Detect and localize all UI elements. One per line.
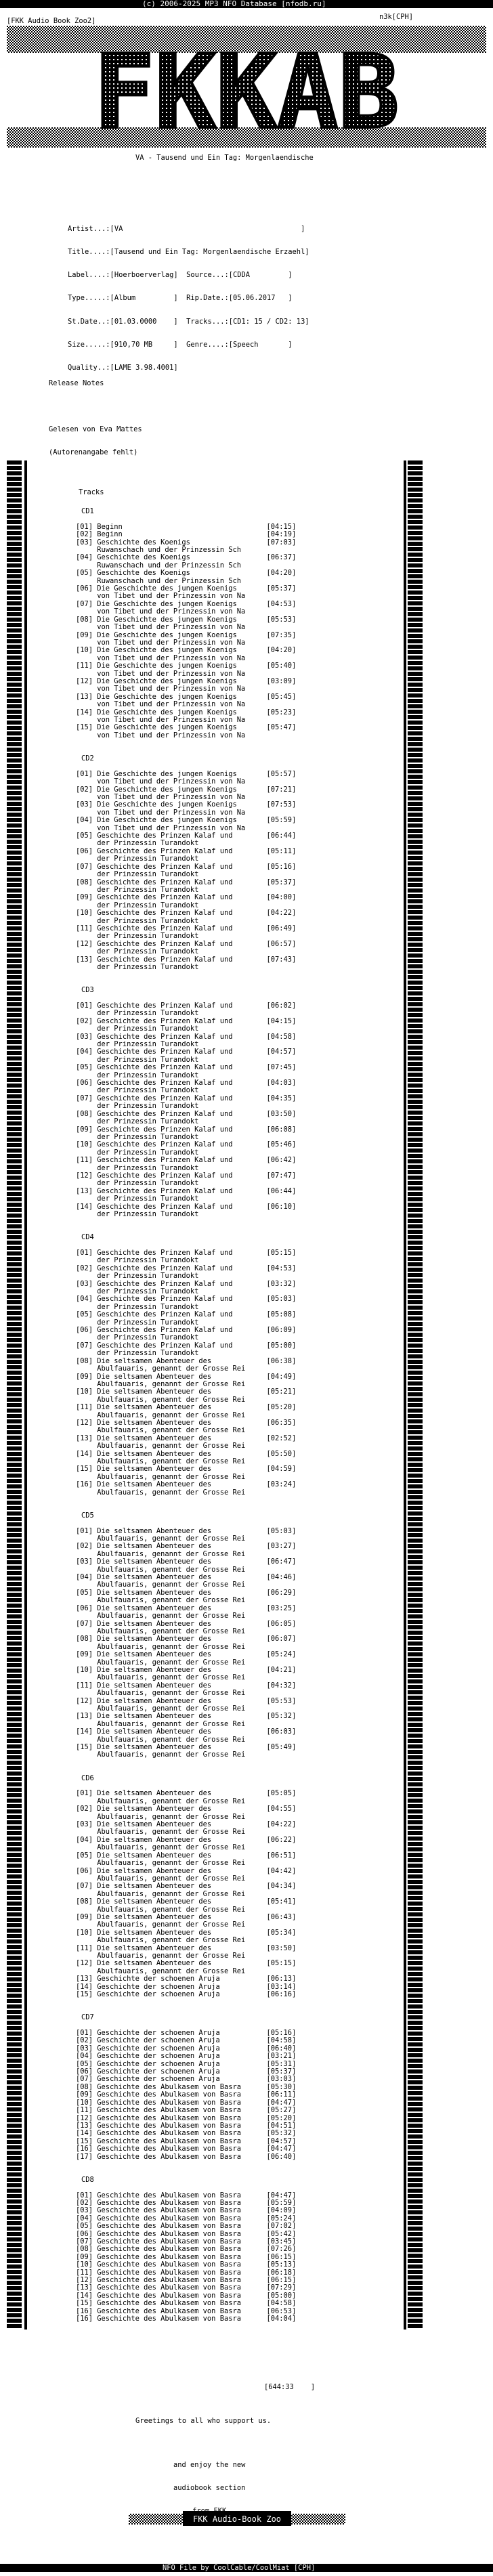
- track-line: Abulfauaris, genannt der Grosse Rei: [76, 1411, 246, 1419]
- info-label: Label....:[Hoerboerverlag] Source...:[CDDA ]: [68, 271, 293, 280]
- group-tag-left: [FKK Audio Book Zoo2]: [7, 17, 96, 25]
- track-line: der Prinzessin Turandokt: [76, 1256, 199, 1265]
- track-line: von Tibet und der Prinzessin von Na: [76, 653, 246, 662]
- track-line: von Tibet und der Prinzessin von Na: [76, 793, 246, 802]
- track-line: [04] Geschichte des Prinzen Kalaf und [04:57]: [76, 1048, 297, 1056]
- bottom-logo-text: FKK Audio-Book Zoo: [192, 2514, 282, 2524]
- copyright-text: (c) 2006-2025 MP3 NFO Database [nfodb.ru]: [142, 0, 326, 8]
- cd-label: CD4: [81, 1233, 94, 1242]
- track-line: von Tibet und der Prinzessin von Na: [76, 777, 246, 786]
- cd-label: CD1: [81, 507, 94, 515]
- track-line: [15] Die seltsamen Abenteuer des [05:49]: [76, 1743, 297, 1751]
- tracks-heading: Tracks: [79, 488, 104, 496]
- track-line: Abulfauaris, genannt der Grosse Rei: [76, 1581, 246, 1589]
- track-line: [09] Die Geschichte des jungen Koenigs [07:35]: [76, 630, 297, 639]
- cd-label: CD5: [81, 1511, 94, 1520]
- ascii-border-left: [7, 460, 22, 2330]
- track-line: von Tibet und der Prinzessin von Na: [76, 731, 246, 739]
- track-line: [08] Die seltsamen Abenteuer des [05:41]: [76, 1897, 297, 1906]
- track-line: [13] Geschichte des Abulkasem von Basra [07:29]: [76, 2283, 297, 2292]
- track-line: [13] Die Geschichte des jungen Koenigs [05:45]: [76, 692, 297, 701]
- track-line: [08] Die seltsamen Abenteuer des [06:07]: [76, 1635, 297, 1644]
- track-line: [10] Die seltsamen Abenteuer des [05:34]: [76, 1928, 297, 1937]
- track-line: [14] Die seltsamen Abenteuer des [06:03]: [76, 1727, 297, 1736]
- track-line: [05] Geschichte des Prinzen Kalaf und [06:44]: [76, 832, 297, 840]
- track-line: Abulfauaris, genannt der Grosse Rei: [76, 1442, 246, 1451]
- track-line: [10] Geschichte des Abulkasem von Basra [04:47]: [76, 2098, 297, 2107]
- track-line: Abulfauaris, genannt der Grosse Rei: [76, 1905, 246, 1914]
- track-line: Abulfauaris, genannt der Grosse Rei: [76, 1549, 246, 1558]
- track-line: [10] Geschichte des Abulkasem von Basra [05:13]: [76, 2260, 297, 2269]
- track-line: [14] Geschichte der schoenen Aruja [03:14]: [76, 1982, 297, 1991]
- track-line: [13] Geschichte des Prinzen Kalaf und [07:43]: [76, 955, 297, 964]
- track-line: [15] Geschichte der schoenen Aruja [06:16]: [76, 1990, 297, 1998]
- track-line: Abulfauaris, genannt der Grosse Rei: [76, 1395, 246, 1404]
- track-line: [04] Geschichte des Koenigs [06:37]: [76, 553, 297, 562]
- track-line: Abulfauaris, genannt der Grosse Rei: [76, 1859, 246, 1868]
- track-line: [12] Geschichte des Prinzen Kalaf und [06:57]: [76, 939, 297, 948]
- track-line: [04] Geschichte der schoenen Aruja [03:21]: [76, 2052, 297, 2061]
- track-line: [02] Die Geschichte des jungen Koenigs [07:21]: [76, 785, 297, 794]
- track-line: [09] Geschichte des Abulkasem von Basra [06:11]: [76, 2090, 297, 2099]
- track-line: [03] Geschichte des Prinzen Kalaf und [03:32]: [76, 1279, 297, 1288]
- track-line: [02] Geschichte des Prinzen Kalaf und [04:15]: [76, 1016, 297, 1025]
- track-line: [16] Geschichte des Abulkasem von Basra [04:04]: [76, 2315, 297, 2323]
- track-line: Abulfauaris, genannt der Grosse Rei: [76, 1365, 246, 1373]
- track-line: [02] Die seltsamen Abenteuer des [04:55]: [76, 1805, 297, 1813]
- info-block: [68, 210, 309, 387]
- track-line: der Prinzessin Turandokt: [76, 1117, 199, 1126]
- track-line: [09] Die seltsamen Abenteuer des [06:43]: [76, 1912, 297, 1921]
- track-line: [02] Geschichte des Prinzen Kalaf und [04:53]: [76, 1264, 297, 1272]
- track-line: [06] Die Geschichte des jungen Koenigs [05:37]: [76, 584, 297, 593]
- track-line: Abulfauaris, genannt der Grosse Rei: [76, 1719, 246, 1728]
- track-line: [10] Die Geschichte des jungen Koenigs [04:20]: [76, 646, 297, 655]
- track-line: [14] Die Geschichte des jungen Koenigs [05:23]: [76, 708, 297, 716]
- cd-label: CD8: [81, 2175, 94, 2184]
- track-line: der Prinzessin Turandokt: [76, 1132, 199, 1141]
- ascii-border-left-inner: [24, 460, 27, 2330]
- track-line: Abulfauaris, genannt der Grosse Rei: [76, 1534, 246, 1543]
- track-line: Abulfauaris, genannt der Grosse Rei: [76, 1751, 246, 1759]
- track-line: [01] Die Geschichte des jungen Koenigs [05:57]: [76, 769, 297, 778]
- track-line: von Tibet und der Prinzessin von Na: [76, 685, 246, 693]
- track-line: der Prinzessin Turandokt: [76, 1349, 199, 1358]
- track-line: von Tibet und der Prinzessin von Na: [76, 823, 246, 832]
- track-line: der Prinzessin Turandokt: [76, 1040, 199, 1049]
- track-line: [17] Geschichte des Abulkasem von Basra [06:40]: [76, 2152, 297, 2161]
- track-line: [01] Geschichte des Prinzen Kalaf und [05:15]: [76, 1249, 297, 1257]
- track-line: [10] Die seltsamen Abenteuer des [05:21]: [76, 1388, 297, 1396]
- track-line: der Prinzessin Turandokt: [76, 1163, 199, 1172]
- greetings: Greetings to all who support us.: [135, 2417, 272, 2425]
- track-line: [16] Die seltsamen Abenteuer des [03:24]: [76, 1480, 297, 1489]
- track-line: [13] Geschichte der schoenen Aruja [06:13]: [76, 1975, 297, 1983]
- track-line: [07] Die seltsamen Abenteuer des [04:34]: [76, 1882, 297, 1891]
- track-line: [01] Geschichte des Prinzen Kalaf und [06:02]: [76, 1002, 297, 1010]
- track-line: [14] Die seltsamen Abenteuer des [05:50]: [76, 1449, 297, 1458]
- track-line: [03] Die Geschichte des jungen Koenigs [07:53]: [76, 800, 297, 809]
- track-line: der Prinzessin Turandokt: [76, 1287, 199, 1296]
- track-line: der Prinzessin Turandokt: [76, 870, 199, 879]
- ascii-border-right-inner: [404, 460, 406, 2330]
- track-line: [11] Die seltsamen Abenteuer des [04:32]: [76, 1681, 297, 1690]
- info-size: Size.....:[910,70 MB ] Genre....:[Speech ]: [68, 340, 293, 349]
- track-line: [04] Geschichte des Abulkasem von Basra [05:24]: [76, 2214, 297, 2223]
- track-line: [06] Die seltsamen Abenteuer des [03:25]: [76, 1604, 297, 1612]
- logo-text: FKKAB: [93, 34, 400, 152]
- track-line: [08] Geschichte des Prinzen Kalaf und [03:50]: [76, 1109, 297, 1118]
- track-line: von Tibet und der Prinzessin von Na: [76, 623, 246, 632]
- track-line: [12] Die Geschichte des jungen Koenigs [03:09]: [76, 677, 297, 685]
- track-line: der Prinzessin Turandokt: [76, 1086, 199, 1095]
- cd-label: CD6: [81, 1774, 94, 1782]
- track-line: [07] Geschichte des Prinzen Kalaf und [04:35]: [76, 1094, 297, 1102]
- bottom-logo: [129, 2499, 345, 2539]
- group-tag-right: n3k[CPH]: [379, 13, 414, 21]
- track-line: [12] Die seltsamen Abenteuer des [05:53]: [76, 1696, 297, 1705]
- track-line: [07] Die seltsamen Abenteuer des [06:05]: [76, 1619, 297, 1628]
- track-line: [10] Die seltsamen Abenteuer des [04:21]: [76, 1665, 297, 1674]
- track-line: der Prinzessin Turandokt: [76, 1102, 199, 1111]
- track-line: [10] Geschichte des Prinzen Kalaf und [05:46]: [76, 1140, 297, 1149]
- track-line: Abulfauaris, genannt der Grosse Rei: [76, 1627, 246, 1635]
- track-line: [08] Geschichte des Abulkasem von Basra [05:30]: [76, 2082, 297, 2091]
- track-line: der Prinzessin Turandokt: [76, 916, 199, 925]
- track-line: [13] Geschichte des Prinzen Kalaf und [06:44]: [76, 1186, 297, 1195]
- track-line: [11] Die seltsamen Abenteuer des [03:50]: [76, 1944, 297, 1952]
- track-line: [13] Die seltsamen Abenteuer des [02:52]: [76, 1434, 297, 1442]
- track-line: [08] Die Geschichte des jungen Koenigs [05:53]: [76, 615, 297, 624]
- track-line: [11] Geschichte des Prinzen Kalaf und [06:49]: [76, 924, 297, 932]
- track-line: [06] Geschichte des Prinzen Kalaf und [05:11]: [76, 846, 297, 855]
- track-line: [12] Geschichte des Abulkasem von Basra [05:20]: [76, 2113, 297, 2122]
- track-line: [06] Geschichte des Prinzen Kalaf und [04:03]: [76, 1079, 297, 1088]
- release-notes-line: (Autorenangabe fehlt): [49, 448, 138, 457]
- track-line: [11] Die Geschichte des jungen Koenigs [05:40]: [76, 662, 297, 670]
- track-line: [05] Geschichte des Prinzen Kalaf und [07:45]: [76, 1063, 297, 1072]
- track-line: [15] Geschichte des Abulkasem von Basra [04:58]: [76, 2299, 297, 2308]
- info-type: Type.....:[Album ] Rip.Date.:[05.06.2017 ]: [68, 294, 293, 303]
- track-line: [02] Die seltsamen Abenteuer des [03:27]: [76, 1542, 297, 1551]
- track-line: [15] Geschichte des Abulkasem von Basra [04:57]: [76, 2137, 297, 2145]
- cd-label: CD2: [81, 754, 94, 763]
- track-line: der Prinzessin Turandokt: [76, 885, 199, 894]
- track-line: [01] Die seltsamen Abenteuer des [05:03]: [76, 1526, 297, 1535]
- track-line: [05] Geschichte des Koenigs [04:20]: [76, 569, 297, 578]
- release-notes-line: Gelesen von Eva Mattes: [49, 425, 142, 434]
- track-line: Abulfauaris, genannt der Grosse Rei: [76, 1673, 246, 1682]
- track-line: [02] Geschichte der schoenen Aruja [04:58]: [76, 2036, 297, 2045]
- track-line: [13] Die seltsamen Abenteuer des [05:32]: [76, 1712, 297, 1721]
- track-line: Ruwanschach und der Prinzessin Sch: [76, 546, 241, 555]
- track-line: [03] Geschichte des Abulkasem von Basra [04:09]: [76, 2206, 297, 2215]
- track-line: [06] Geschichte des Prinzen Kalaf und [06:09]: [76, 1326, 297, 1335]
- track-line: der Prinzessin Turandokt: [76, 1148, 199, 1157]
- track-line: Abulfauaris, genannt der Grosse Rei: [76, 1379, 246, 1388]
- track-line: [01] Die seltsamen Abenteuer des [05:05]: [76, 1789, 297, 1798]
- track-line: [11] Geschichte des Abulkasem von Basra [06:18]: [76, 2268, 297, 2277]
- track-line: [11] Die seltsamen Abenteuer des [05:20]: [76, 1403, 297, 1412]
- track-line: [12] Geschichte des Abulkasem von Basra [06:15]: [76, 2276, 297, 2285]
- track-line: [08] Geschichte des Abulkasem von Basra [07:26]: [76, 2245, 297, 2254]
- track-line: [08] Geschichte des Prinzen Kalaf und [05:37]: [76, 878, 297, 886]
- track-line: von Tibet und der Prinzessin von Na: [76, 700, 246, 709]
- track-line: [12] Geschichte des Prinzen Kalaf und [07:47]: [76, 1171, 297, 1180]
- track-line: Abulfauaris, genannt der Grosse Rei: [76, 1874, 246, 1883]
- track-line: von Tibet und der Prinzessin von Na: [76, 669, 246, 678]
- track-line: [03] Geschichte des Prinzen Kalaf und [04:58]: [76, 1032, 297, 1041]
- track-line: der Prinzessin Turandokt: [76, 1318, 199, 1327]
- track-line: [09] Die seltsamen Abenteuer des [04:49]: [76, 1372, 297, 1381]
- track-line: [03] Geschichte des Koenigs [07:03]: [76, 538, 297, 546]
- track-line: der Prinzessin Turandokt: [76, 1272, 199, 1281]
- track-line: [05] Geschichte des Prinzen Kalaf und [05:08]: [76, 1310, 297, 1319]
- track-line: [09] Geschichte des Abulkasem von Basra [06:15]: [76, 2252, 297, 2261]
- track-line: [11] Geschichte des Abulkasem von Basra [05:27]: [76, 2106, 297, 2115]
- track-line: [01] Beginn [04:15]: [76, 522, 297, 531]
- track-line: der Prinzessin Turandokt: [76, 932, 199, 941]
- track-line: von Tibet und der Prinzessin von Na: [76, 808, 246, 817]
- track-line: [04] Geschichte des Prinzen Kalaf und [05:03]: [76, 1295, 297, 1304]
- track-line: [11] Geschichte des Prinzen Kalaf und [06:42]: [76, 1156, 297, 1165]
- track-line: [09] Geschichte des Prinzen Kalaf und [06:08]: [76, 1125, 297, 1134]
- track-line: [03] Die seltsamen Abenteuer des [04:22]: [76, 1820, 297, 1829]
- total-time: [644:33 ]: [264, 2383, 316, 2391]
- track-line: [16] Geschichte des Abulkasem von Basra [04:47]: [76, 2145, 297, 2153]
- track-line: der Prinzessin Turandokt: [76, 1195, 199, 1203]
- track-line: [03] Die seltsamen Abenteuer des [06:47]: [76, 1558, 297, 1566]
- track-line: Abulfauaris, genannt der Grosse Rei: [76, 1565, 246, 1574]
- track-line: [06] Geschichte der schoenen Aruja [05:37]: [76, 2067, 297, 2076]
- closing-line: and enjoy the new: [173, 2460, 246, 2469]
- track-line: von Tibet und der Prinzessin von Na: [76, 715, 246, 724]
- track-line: von Tibet und der Prinzessin von Na: [76, 638, 246, 647]
- track-line: Abulfauaris, genannt der Grosse Rei: [76, 1658, 246, 1667]
- track-line: Abulfauaris, genannt der Grosse Rei: [76, 1735, 246, 1744]
- track-line: Abulfauaris, genannt der Grosse Rei: [76, 1596, 246, 1605]
- track-line: der Prinzessin Turandokt: [76, 1333, 199, 1342]
- track-line: Abulfauaris, genannt der Grosse Rei: [76, 1889, 246, 1898]
- track-line: [02] Geschichte des Abulkasem von Basra [05:59]: [76, 2198, 297, 2207]
- info-title: Title....:[Tausend und Ein Tag: Morgenlaendische Erzaehl]: [68, 248, 309, 257]
- track-line: Abulfauaris, genannt der Grosse Rei: [76, 1472, 246, 1481]
- info-stdate: St.Date..:[01.03.0000 ] Tracks...:[CD1: 15 / CD2: 13]: [68, 317, 309, 326]
- track-line: der Prinzessin Turandokt: [76, 1025, 199, 1033]
- track-line: [05] Die seltsamen Abenteuer des [06:51]: [76, 1851, 297, 1860]
- footer-credit: NFO File by CoolCable/CoolMiat [CPH]: [163, 2564, 316, 2572]
- track-line: der Prinzessin Turandokt: [76, 901, 199, 909]
- track-line: Abulfauaris, genannt der Grosse Rei: [76, 1689, 246, 1698]
- track-line: [12] Die seltsamen Abenteuer des [05:15]: [76, 1959, 297, 1968]
- release-title-line: VA - Tausend und Ein Tag: Morgenlaendische: [135, 154, 314, 162]
- track-line: [01] Geschichte der schoenen Aruja [05:16]: [76, 2029, 297, 2038]
- track-line: Abulfauaris, genannt der Grosse Rei: [76, 1828, 246, 1837]
- track-line: der Prinzessin Turandokt: [76, 1055, 199, 1064]
- track-line: der Prinzessin Turandokt: [76, 1209, 199, 1218]
- closing-line: audiobook section: [173, 2484, 246, 2493]
- track-line: [04] Die Geschichte des jungen Koenigs [05:59]: [76, 816, 297, 825]
- info-artist: Artist...:[VA ]: [68, 224, 305, 233]
- track-line: Ruwanschach und der Prinzessin Sch: [76, 576, 241, 585]
- track-line: [14] Geschichte des Abulkasem von Basra [05:32]: [76, 2129, 297, 2138]
- track-line: [06] Die seltsamen Abenteuer des [04:42]: [76, 1866, 297, 1875]
- track-line: [10] Geschichte des Prinzen Kalaf und [04:22]: [76, 909, 297, 918]
- track-line: Abulfauaris, genannt der Grosse Rei: [76, 1967, 246, 1975]
- track-line: Ruwanschach und der Prinzessin Sch: [76, 561, 241, 570]
- track-line: der Prinzessin Turandokt: [76, 1009, 199, 1018]
- track-line: Abulfauaris, genannt der Grosse Rei: [76, 1642, 246, 1651]
- track-line: [04] Die seltsamen Abenteuer des [04:46]: [76, 1573, 297, 1582]
- track-line: Abulfauaris, genannt der Grosse Rei: [76, 1426, 246, 1435]
- track-line: Abulfauaris, genannt der Grosse Rei: [76, 1812, 246, 1821]
- release-notes: [49, 364, 142, 473]
- track-line: der Prinzessin Turandokt: [76, 1302, 199, 1311]
- release-notes-heading: Release Notes: [49, 379, 104, 387]
- footer: [0, 2560, 493, 2576]
- track-line: [01] Geschichte des Abulkasem von Basra [04:47]: [76, 2191, 297, 2199]
- track-line: [02] Beginn [04:19]: [76, 530, 297, 539]
- track-line: der Prinzessin Turandokt: [76, 1179, 199, 1188]
- track-line: von Tibet und der Prinzessin von Na: [76, 607, 246, 616]
- track-line: der Prinzessin Turandokt: [76, 962, 199, 971]
- info-quality: Quality..:[LAME 3.98.4001]: [68, 364, 178, 372]
- track-line: [07] Geschichte der schoenen Aruja [03:03]: [76, 2075, 297, 2084]
- track-line: der Prinzessin Turandokt: [76, 1071, 199, 1079]
- track-line: [05] Die seltsamen Abenteuer des [06:29]: [76, 1588, 297, 1597]
- track-line: [14] Geschichte des Prinzen Kalaf und [06:10]: [76, 1202, 297, 1211]
- track-line: [03] Geschichte der schoenen Aruja [06:40]: [76, 2044, 297, 2053]
- tracklist: [76, 508, 401, 2338]
- track-line: [07] Geschichte des Prinzen Kalaf und [05:00]: [76, 1341, 297, 1350]
- track-line: [09] Geschichte des Prinzen Kalaf und [04:00]: [76, 893, 297, 902]
- track-line: [04] Die seltsamen Abenteuer des [06:22]: [76, 1835, 297, 1844]
- track-line: Abulfauaris, genannt der Grosse Rei: [76, 1843, 246, 1852]
- cd-label: CD3: [81, 986, 94, 995]
- track-line: [07] Die Geschichte des jungen Koenigs [04:53]: [76, 599, 297, 608]
- track-line: Abulfauaris, genannt der Grosse Rei: [76, 1612, 246, 1620]
- track-line: [07] Geschichte des Abulkasem von Basra [03:45]: [76, 2237, 297, 2246]
- track-line: [07] Geschichte des Prinzen Kalaf und [05:16]: [76, 862, 297, 871]
- track-line: [05] Geschichte des Abulkasem von Basra [07:02]: [76, 2222, 297, 2231]
- cd-label: CD7: [81, 2013, 94, 2022]
- track-line: Abulfauaris, genannt der Grosse Rei: [76, 1920, 246, 1929]
- track-line: Abulfauaris, genannt der Grosse Rei: [76, 1936, 246, 1945]
- track-line: [15] Die seltsamen Abenteuer des [04:59]: [76, 1465, 297, 1474]
- track-line: Abulfauaris, genannt der Grosse Rei: [76, 1704, 246, 1713]
- track-line: der Prinzessin Turandokt: [76, 839, 199, 848]
- track-line: Abulfauaris, genannt der Grosse Rei: [76, 1797, 246, 1805]
- fkkab-ascii-logo: [7, 26, 486, 154]
- track-line: [13] Geschichte des Abulkasem von Basra [04:51]: [76, 2121, 297, 2130]
- track-line: Abulfauaris, genannt der Grosse Rei: [76, 1457, 246, 1465]
- track-line: [08] Die seltsamen Abenteuer des [06:38]: [76, 1356, 297, 1365]
- track-line: Abulfauaris, genannt der Grosse Rei: [76, 1951, 246, 1960]
- track-line: von Tibet und der Prinzessin von Na: [76, 592, 246, 601]
- track-line: [05] Geschichte der schoenen Aruja [05:31]: [76, 2059, 297, 2068]
- track-line: [16] Geschichte des Abulkasem von Basra [06:53]: [76, 2306, 297, 2315]
- track-line: [09] Die seltsamen Abenteuer des [05:24]: [76, 1650, 297, 1659]
- track-line: [06] Geschichte des Abulkasem von Basra [05:42]: [76, 2229, 297, 2238]
- track-line: der Prinzessin Turandokt: [76, 947, 199, 956]
- track-line: [14] Geschichte des Abulkasem von Basra [05:00]: [76, 2291, 297, 2300]
- track-line: der Prinzessin Turandokt: [76, 855, 199, 863]
- ascii-border-right: [408, 460, 423, 2330]
- track-line: [12] Die seltsamen Abenteuer des [06:35]: [76, 1418, 297, 1427]
- copyright-bar: [0, 0, 493, 8]
- track-line: Abulfauaris, genannt der Grosse Rei: [76, 1488, 246, 1497]
- track-line: [15] Die Geschichte des jungen Koenigs [05:47]: [76, 723, 297, 732]
